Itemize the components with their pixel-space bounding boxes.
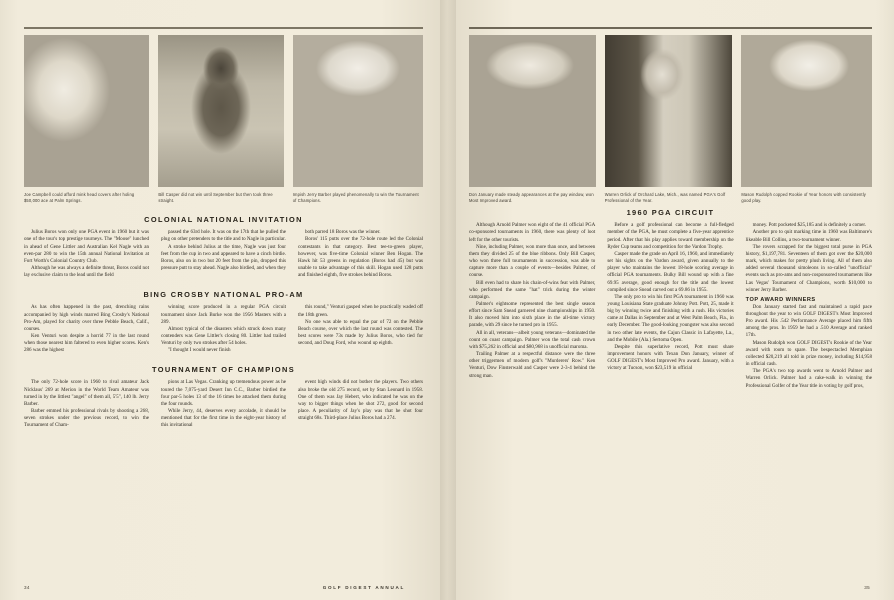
colonial-col-1	[24, 229, 149, 279]
left-caption-row	[24, 192, 423, 204]
paragraph: The rovers scrapped for the biggest total purse in PGA history, $1,197,781. Seventeen of them got over the $20,000 mark, which makes for pretty plush living. All of them also added several thousand simoleons in so-called "unofficial" events such as pro-ams and non-cosponsored tournaments like Las Vegas' Tournament of Champions, worth $10,000 to winner Jerry Barber.	[745, 243, 872, 293]
right-footer	[471, 585, 870, 590]
paragraph: Although Arnold Palmer won eight of the 41 official PGA co-sponsored tournaments in 1960, there was plenty of loot left for the other tourists.	[469, 222, 596, 243]
paragraph: Before a golf professional can become a full-fledged member of the PGA, he must complete a five-year apprentice period. After that his play applies toward membership on the Ryder Cup teams and competition for the Vardon Trophy.	[607, 222, 734, 250]
paragraph: both parred 18 Boros was the winner.	[305, 229, 381, 236]
section-heading-bing-crosby: BING CROSBY NATIONAL PRO-AM	[143, 290, 304, 300]
paragraph: Bill even had to share his chain-of-wins feat with Palmer, who performed the same "hat" trick during the winter campaign.	[469, 279, 596, 300]
right-page	[447, 0, 894, 600]
imprint-left: GOLF DIGEST ANNUAL	[322, 585, 405, 590]
paragraph: No one was able to equal the par of 72 on the Pebble Beach course, over which the last round was contested. The best scores were 73s made by Julius Boros, who tied for second, and Doug Ford, who wound up eighth.	[298, 318, 423, 347]
paragraph: The PGA's two top awards went to Arnold Palmer and Warren Orlick. Palmer had a cake-walk in winning the Professional Golfer of the Year title in voting by golf pros,	[745, 368, 872, 389]
bill-casper-photo	[158, 35, 283, 187]
left-footer	[24, 585, 423, 590]
pga-col-3	[746, 222, 872, 389]
toc-col-1	[24, 379, 149, 429]
pga-col-2	[607, 222, 733, 389]
section-heading-tournament-of-champions: TOURNAMENT OF CHAMPIONS	[151, 365, 295, 375]
top-rule	[24, 27, 423, 29]
paragraph: Don January started fast and maintained a rapid pace throughout the year to win GOLF DIGEST's Most Improved Pro award. His .542 Performance Average placed him fifth among the pros. In 1959 he had a .510 Average and ranked 17th.	[745, 303, 872, 339]
page-number-left: 34	[24, 585, 30, 590]
left-photo-row	[24, 35, 423, 187]
paragraph: Julius Boros won only one PGA event in 1960 but it was one of the tour's top prestige tourneys. The "Moose" lunched in ahead of Gene Littler and Australian Kel Nagle with an even-par 280 to win the 15th annual National Invitation at Fort Worth's Colonial Country Club.	[24, 229, 149, 264]
paragraph: Mason Rudolph won GOLF DIGEST's Rookie of the Year award with room to spare. The bespectacled Memphian collected $20,219 all told in prize money, including $14,958 in official cash.	[745, 339, 872, 368]
paragraph: event high winds did not bother the players. Two others also broke the old 275 record, set by Stan Leonard in 1958. One of them was Jay Hebert, who indicated he was on the way to bigger things when he shot 272, good for second place. A peculiarity of Jay's play was that he shot four straight 68s. Third-place Julius Boros had a 274.	[298, 379, 423, 422]
paragraph: All in all, veterans—albeit young veterans—dominated the count on coast campaign. Palmer won the total cash crown with $75,262 in official and $80,968 in unofficial maroma.	[469, 329, 596, 350]
colonial-col-3	[298, 229, 423, 279]
mason-rudolph-caption: Mason Rudolph copped Rookie of Year honors with consistently good play.	[741, 192, 866, 204]
joe-campbell-photo	[24, 35, 149, 187]
paragraph: Trailing Palmer at a respectful distance were the three other triggermen of modern golf's "Murderers' Row." Ken Venturi, Dow Finsterwald and Casper were 2-3-4 behind the strong man.	[469, 351, 596, 379]
pga-circuit-columns	[469, 222, 872, 389]
right-caption-row	[469, 192, 872, 204]
pga-col-1	[469, 222, 595, 389]
paragraph: Although he was always a definite threat, Boros could not lay exclusive claim to the lead until the field	[24, 265, 149, 279]
don-january-caption: Don January made steady appearances at the pay window, won Most Improved award.	[469, 192, 594, 204]
mason-rudolph-photo	[741, 35, 872, 187]
jerry-barber-photo	[293, 35, 423, 187]
don-january-photo	[469, 35, 596, 187]
paragraph: Nine, including Palmer, won more than once, and between them they divided 25 of the blue ribbons. Only Bill Casper, who won three full tournaments in succession, was able to capture more than a couple of events—besides Palmer, of course.	[469, 243, 596, 279]
top-rule	[469, 27, 872, 29]
subsection-heading-top-award-winners: TOP AWARD WINNERS	[745, 296, 816, 303]
paragraph: Ken Venturi won despite a horrid 77 in the last round when those nearest him faltered to even higher scores. Ken's 286 was the highest	[24, 333, 149, 354]
crosby-columns	[24, 304, 423, 354]
joe-campbell-caption: Joe Campbell could afford mink head covers after holing $50,000 ace at Palm Springs.	[24, 192, 135, 204]
paragraph: Almost typical of the disasters which struck down many contenders was Gene Littler's closing 80. Littler had trailed Venturi by only two strokes after 54 holes.	[161, 325, 286, 347]
colonial-columns	[24, 229, 423, 279]
right-photo-row	[469, 35, 872, 187]
paragraph: As has often happened in the past, drenching rains accompanied by high winds marred Bing Crosby's National Pro-Am, played for charity over three Pebble Beach, Calif., courses.	[24, 304, 149, 332]
section-heading-colonial: COLONIAL NATIONAL INVITATION	[144, 215, 303, 225]
paragraph: The only 72-hole score in 1960 to rival amateur Jack Nicklaus' 269 at Merion in the World Team Amateur was turned in by the littlest "angel" of them all, 5'5", 140 lb. Jerry Barber.	[24, 379, 149, 407]
crosby-col-1	[24, 304, 149, 354]
paragraph: money. Pott pocketed $25,185 and is definitely a comer.	[752, 222, 866, 229]
toc-col-2	[161, 379, 286, 429]
page-number-right: 35	[864, 585, 870, 590]
toc-columns	[24, 379, 423, 429]
paragraph: winning score produced in a regular PGA circuit tournament since Jack Burke won the 1956 Masters with a 289.	[161, 304, 286, 325]
toc-col-3	[298, 379, 423, 429]
paragraph: The only pro to win his first PGA tournament in 1960 was young Louisiana State graduate Johnny Pott. Pott, 25, made it big by winning twice and finishing with a rush. His victories came at Dallas in September and at West Palm Beach, Fla., in early December. The good-looking youngster was also second in two other late events, the Cajun Classic in Lafayette, La., and the Mobile (Ala.) Sertoma Open.	[607, 293, 734, 343]
warren-orlick-photo	[605, 35, 733, 187]
paragraph: Another pro to quit marking time in 1960 was Baltimore's likeable Bill Collins, a two-tournament winner.	[745, 229, 872, 243]
paragraph: passed the 63rd hole. It was on the 17th that he pulled the plug on other pretenders to the title and to Nagle in particular.	[161, 229, 286, 243]
paragraph: Palmer's eightsome represented the best single season effort since Sam Snead garnered nine championships in 1950. It also moved him into sixth place in the all-time victory parade, with 29 since he turned pro in 1955.	[469, 301, 596, 329]
warren-orlick-caption: Warren Orlick of Orchard Lake, Mich., was named PGA's Golf Professional of the Year.	[604, 192, 726, 204]
paragraph: "I thought I would never finish	[168, 347, 231, 354]
paragraph: Casper made the grade on April 16, 1960, and immediately set his sights on the Vardon award, given annually to the player who maintains the lowest 18-hole scoring average in official PGA tournaments. Bulky Bill wound up with a fine 69.95 average, good enough for the title and the lowest compiled since Snead carved out a 69.86 in 1955.	[607, 250, 734, 293]
paragraph: pions at Las Vegas. Cranking up tremendous power as he toured the 7,075-yard Desert Inn C.C., Barber birdied the four par-5 holes 13 of the 16 times he attacked them during the four rounds.	[161, 379, 286, 407]
colonial-col-2	[161, 229, 286, 279]
crosby-col-3	[298, 304, 423, 354]
paragraph: A stroke behind Julius at the time, Nagle was just four feet from the cup in two and appeared to have a cinch birdie. Boros, also on in two but 20 feet from the pin, dropped this pressure putt to stay ahead. Nagle also birdied, and when they	[161, 243, 287, 272]
paragraph: Barber emmed his professional rivals by shooting a 268, seven strokes under the previous record, to win the Tournament of Cham-	[24, 408, 149, 429]
paragraph: this round," Venturi gasped when he practically waded off the 18th green.	[298, 304, 423, 318]
bill-casper-caption: Bill Casper did not win until September but then took three straight.	[158, 192, 273, 204]
paragraph: While Jerry, 44, deserves every accolade, it should be mentioned that for the first time in the eight-year history of this invitational	[161, 408, 286, 429]
jerry-barber-caption: Impish Jerry Barber played phenomenally to win the Tournament of Champions.	[292, 192, 419, 204]
crosby-col-2	[161, 304, 286, 354]
paragraph: Boros' 115 putts over the 72-hole route led the Colonial contestants in that category. Best tee-to-green player, however, was five-time Colonial winner Ben Hogan. The Hawk hit 53 greens in regulation (Boros had 45) but was unable to take advantage of this skill. Hogan used 128 putts and finished eighth, five strokes behind Boros.	[298, 236, 423, 279]
paragraph: Despite this superlative record, Pott must share improvement honors with Texan Don January, winner of GOLF DIGEST's Most Improved Pro award. January, with a victory at Tucson, won $23,519 in official	[607, 343, 734, 372]
section-heading-pga-circuit: 1960 PGA CIRCUIT	[626, 208, 715, 218]
